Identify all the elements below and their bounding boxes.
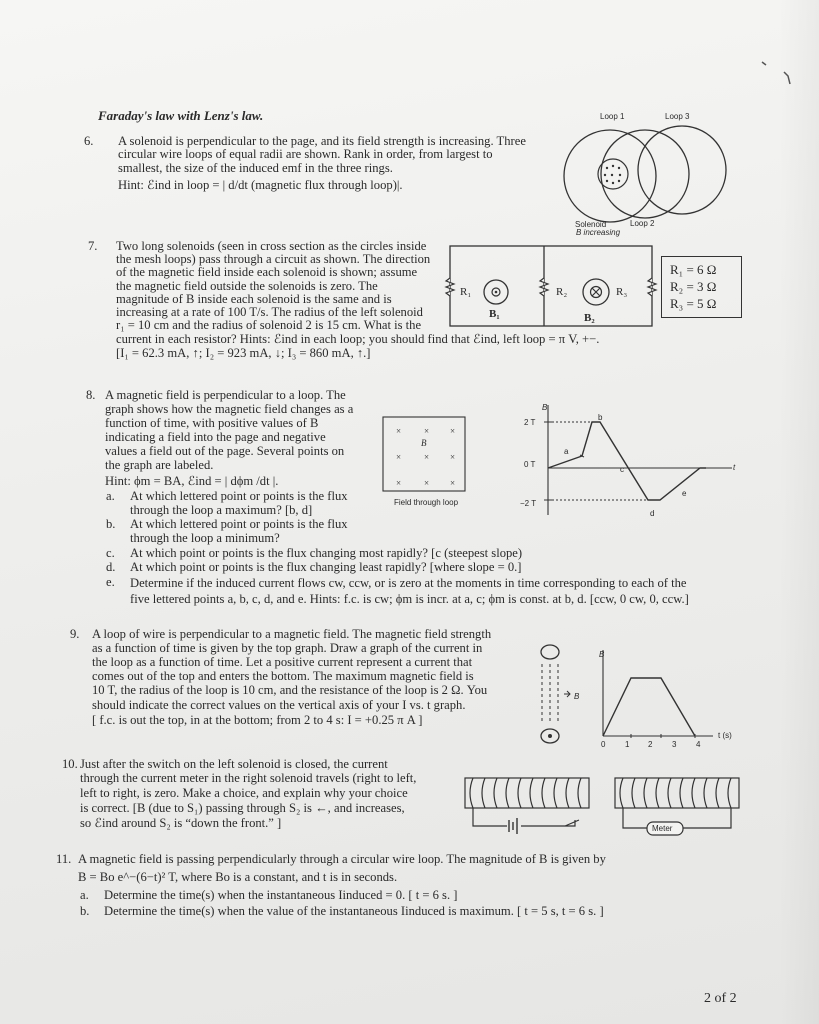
q8e-line: five lettered points a, b, c, d, and e. Hints: f.c. is cw; ϕm is incr. at a, c; ϕm is const. at b, d. [ccw, 0 cw, 0, ccw.] <box>130 592 689 606</box>
battery <box>509 818 517 834</box>
x-mark: × <box>396 452 402 462</box>
q9-x-axis-label: t (s) <box>718 731 732 740</box>
resistor-r2 <box>540 278 548 296</box>
q7-line: current in each resistor? Hints: ℰind in each loop; you should find that ℰind, left loop = π V, +−. <box>116 332 600 346</box>
r3-value: R₃ = 5 Ω <box>670 296 717 311</box>
page-title: Faraday's law with Lenz's law. <box>98 108 264 123</box>
q9-line: the loop as a function of time. Let a positive current represent a current that <box>92 655 473 669</box>
tick-2t: 2 T <box>524 418 536 427</box>
q7-line: magnitude of B inside each solenoid is the same and is <box>116 292 392 306</box>
loop-2-circle <box>601 130 689 218</box>
q11-number: 11. <box>56 852 72 866</box>
q8d-letter: d. <box>106 560 116 574</box>
q10-line: through the current meter in the right solenoid travels (right to left, <box>80 771 417 785</box>
q7-line: the magnetic field outside the solenoids is zero. The <box>116 279 378 293</box>
x-mark: × <box>424 452 430 462</box>
q8b-line: At which lettered point or points is the flux <box>130 517 348 531</box>
loop-3-label: Loop 3 <box>665 112 690 121</box>
q11b-letter: b. <box>80 904 90 918</box>
resistor-r1 <box>446 278 454 296</box>
q8d-line: At which point or points is the flux changing least rapidly? [where slope = 0.] <box>130 560 522 574</box>
q8-line: function of time, with positive values of B <box>105 416 319 430</box>
x-mark: × <box>396 478 402 488</box>
q8-line: A magnetic field is perpendicular to a loop. The <box>105 388 346 402</box>
r1-label: R₁ <box>460 286 472 298</box>
q8b-letter: b. <box>106 517 116 531</box>
q11-formula: B = Bo e^−(6−t)² T, where Bo is a constant, and t is in seconds. <box>78 870 398 884</box>
page-number: 2 of 2 <box>704 991 737 1006</box>
q8b-line: through the loop a minimum? <box>130 531 280 545</box>
q10-number: 10. <box>62 757 78 771</box>
q9-line: comes out of the top and enters the bottom. The maximum magnetic field is <box>92 669 474 683</box>
q9-loop-side-view <box>530 640 570 750</box>
r2-label: R₂ <box>556 286 568 298</box>
meter-label: Meter <box>652 824 673 833</box>
point-e: e <box>682 489 687 498</box>
q11b-text: Determine the time(s) when the value of the instantaneous Iinduced is maximum. [ t = 5 s, t = 6 s. ] <box>104 904 604 918</box>
point-c: c <box>620 465 624 474</box>
resistor-r3 <box>648 278 656 296</box>
q9-b-vector: B <box>574 692 580 701</box>
q8e-letter: e. <box>106 575 115 589</box>
pen-mark <box>760 60 800 90</box>
q7-line: Two long solenoids (seen in cross section as the circles inside <box>116 239 427 253</box>
field-caption: Field through loop <box>394 498 459 507</box>
loop-3-circle <box>638 126 726 214</box>
q7-line: r₁ = 10 cm and the radius of solenoid 2 is 15 cm. What is the <box>116 318 422 332</box>
q10-line: left to right, is zero. Make a choice, and explain why your choice <box>80 786 408 800</box>
q9-y-axis-label: B <box>599 650 605 659</box>
tick-neg2t: −2 T <box>520 499 537 508</box>
q10-answer: so ℰind around S₂ is “down the front.” ] <box>80 816 282 830</box>
q8-number: 8. <box>86 388 96 402</box>
q8-graph <box>520 400 740 520</box>
tick-0t: 0 T <box>524 460 536 469</box>
q8c-letter: c. <box>106 546 115 560</box>
graph-x-axis-label: t <box>733 463 736 472</box>
q9-line: A loop of wire is perpendicular to a magnetic field. The magnetic field strength <box>92 627 492 641</box>
point-a: a <box>564 447 569 456</box>
q9-line: should indicate the correct values on the vertical axis of your I vs. t graph. <box>92 698 466 712</box>
q9-line: as a function of time is given by the top graph. Draw a graph of the current in <box>92 641 483 655</box>
left-circuit-wire <box>473 808 579 826</box>
q8a-letter: a. <box>106 489 115 503</box>
r3-label: R₃ <box>616 286 628 298</box>
q8-hint: Hint: ϕm = BA, ℰind = | dϕm /dt |. <box>105 474 279 488</box>
q8-line: indicating a field into the page and negative <box>105 430 326 444</box>
q6-line: A solenoid is perpendicular to the page, and its field strength is increasing. Three <box>118 134 526 148</box>
q7-line: increasing at a rate of 100 T/s. The radius of the left solenoid <box>116 305 423 319</box>
q11a-letter: a. <box>80 888 89 902</box>
r1-value: R₁ = 6 Ω <box>670 262 717 277</box>
r2-value: R₂ = 3 Ω <box>670 279 717 294</box>
q9-number: 9. <box>70 627 80 641</box>
loop-1-label: Loop 1 <box>600 112 625 121</box>
q8a-line: At which lettered point or points is the flux <box>130 489 348 503</box>
x-mark: × <box>450 452 456 462</box>
q9-tick: 4 <box>696 740 701 749</box>
q9-tick: 3 <box>672 740 677 749</box>
solenoid-circle <box>598 159 628 189</box>
q8c-line: At which point or points is the flux changing most rapidly? [c (steepest slope) <box>130 546 523 560</box>
x-mark: × <box>450 426 456 436</box>
q7-circuit <box>440 240 660 330</box>
q7-answer: [I₁ = 62.3 mA, ↑; I₂ = 923 mA, ↓; I₃ = 860 mA, ↑.] <box>116 346 371 360</box>
q8-line: graph shows how the magnetic field changes as a <box>105 402 354 416</box>
q9-tick: 1 <box>625 740 630 749</box>
q8a-line: through the loop a maximum? [b, d] <box>130 503 313 517</box>
x-mark: × <box>424 426 430 436</box>
resistor-values-box <box>661 256 742 318</box>
q6-line: smallest, the size of the induced emf in the three rings. <box>118 161 393 175</box>
point-b: b <box>598 413 603 422</box>
point-d: d <box>650 509 655 518</box>
q9-b-curve <box>603 678 695 736</box>
q10-line: is correct. [B (due to S₁) passing through S₂ is ←, and increases, <box>80 801 405 815</box>
b2-label: B₂ <box>584 312 595 324</box>
q6-line: circular wire loops of equal radii are shown. Rank in order, from largest to <box>118 147 493 161</box>
x-mark: × <box>424 478 430 488</box>
q7-number: 7. <box>88 239 98 253</box>
q10-line: Just after the switch on the left solenoid is closed, the current <box>80 757 388 771</box>
b-vector-label: B <box>421 438 427 448</box>
q8e-line: Determine if the induced current flows cw, ccw, or is zero at the moments in time corresponding to each of the <box>130 576 687 590</box>
x-mark: × <box>450 478 456 488</box>
loop-1-circle <box>564 130 656 222</box>
q7-line: of the magnetic field inside each solenoid is shown; assume <box>116 265 418 279</box>
solenoid-label: Solenoid <box>575 220 607 229</box>
graph-y-axis-label: B <box>542 403 548 412</box>
loop-2-label: Loop 2 <box>630 219 655 228</box>
b1-label: B₁ <box>489 308 500 320</box>
q9-tick: 0 <box>601 740 606 749</box>
q9-tick: 2 <box>648 740 653 749</box>
q6-number: 6. <box>84 134 94 148</box>
b-increasing-label: B increasing <box>576 228 621 237</box>
x-mark: × <box>396 426 402 436</box>
q6-hint: Hint: ℰind in loop = | d/dt (magnetic flux through loop)|. <box>118 178 403 192</box>
q11-line: A magnetic field is passing perpendicularly through a circular wire loop. The magnitude of B is given by <box>78 852 606 866</box>
q8-line: the graph are labeled. <box>105 458 214 472</box>
q11a-text: Determine the time(s) when the instantaneous Iinduced = 0. [ t = 6 s. ] <box>104 888 458 902</box>
q10-solenoids <box>455 770 745 850</box>
q9-answer: [ f.c. is out the top, in at the bottom; from 2 to 4 s: I = +0.25 π A ] <box>92 713 423 727</box>
q9-line: 10 T, the radius of the loop is 10 cm, and the resistance of the loop is 2 Ω. You <box>92 683 488 697</box>
q7-line: the mesh loops) pass through a circuit as shown. The direction <box>116 252 431 266</box>
q8-line: values a field out of the page. Several points on <box>105 444 345 458</box>
